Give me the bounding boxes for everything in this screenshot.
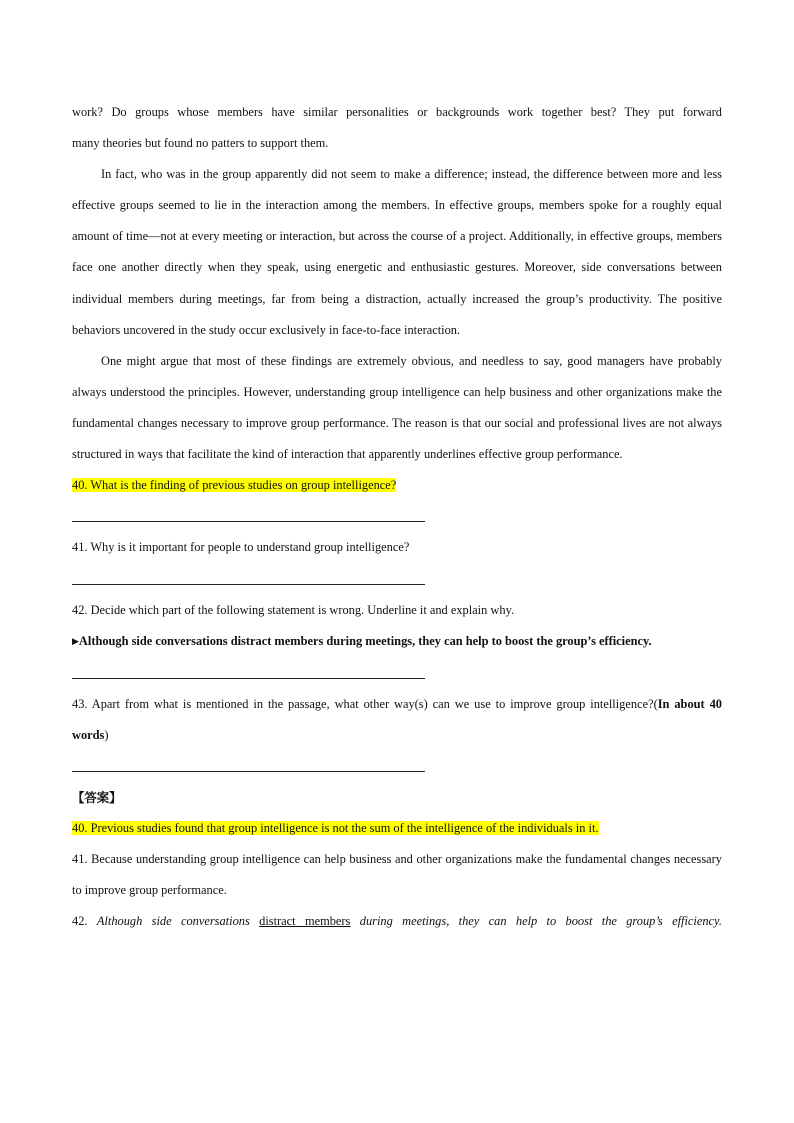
question-43 <box>72 689 722 751</box>
passage-line: many theories but found no patters to support them. <box>72 136 329 151</box>
question-43-close: ) <box>104 727 109 742</box>
answer-42-part2: during meetings, they can help to boost the group’s efficiency. <box>359 914 722 929</box>
passage-line: work? Do groups whose members have similar personalities or backgrounds work together best? They put forward <box>72 105 722 119</box>
question-41: 41. Why is it important for people to understand group intelligence? <box>72 540 410 555</box>
answer-line-42[interactable] <box>72 658 722 689</box>
answer-line-43[interactable] <box>72 751 722 782</box>
answer-42-num: 42. <box>72 914 88 929</box>
answer-40 <box>72 813 722 844</box>
answer-42-underlined: distract members <box>259 914 351 929</box>
answer-line-40[interactable] <box>72 501 722 532</box>
question-40 <box>72 470 722 501</box>
document-page <box>72 97 722 938</box>
question-42-statement <box>72 626 722 658</box>
answer-42 <box>72 906 722 937</box>
passage-paragraph: One might argue that most of these findings are extremely obvious, and needless to say, good managers have probably always understood the principles. However, understanding group intelligence can help business and other organizations make the fundamental changes necessary to improve group performance. The reason is that our social and professional lives are not always structured in ways that facilitate the kind of interaction that apparently underlines effective group performance. <box>72 353 722 462</box>
word-limit: In about 40 words <box>72 696 722 742</box>
answer-40-text: 40. Previous studies found that group intelligence is not the sum of the intelligence of the individuals in it. <box>72 821 599 836</box>
answer-line-41[interactable] <box>72 563 722 594</box>
answer-41: 41. Because understanding group intelligence can help business and other organizations make the fundamental changes necessary to improve group performance. <box>72 852 722 898</box>
triangle-marker-icon: ▶ <box>72 635 79 646</box>
question-42: 42. Decide which part of the following statement is wrong. Underline it and explain why. <box>72 602 515 617</box>
answer-heading: 【答案】 <box>72 790 122 806</box>
statement-text: Although side conversations distract members during meetings, they can help to boost the group’s efficiency. <box>78 633 652 648</box>
answer-42-part1: Although side conversations <box>96 914 250 929</box>
question-40-text: 40. What is the finding of previous studies on group intelligence? <box>72 478 397 493</box>
question-43-text: 43. Apart from what is mentioned in the passage, what other way(s) can we use to improve group intelligence?( <box>72 696 658 711</box>
passage-paragraph: In fact, who was in the group apparently did not seem to make a difference; instead, the difference between more and less effective groups seemed to lie in the interaction among the members. In effective groups, members spoke for a roughly equal amount of time—not at every meeting or interaction, but across the course of a project. Additionally, in effective groups, members face one another directly when they speak, using energetic and enthusiastic gestures. Moreover, side conversations between individual members during meetings, far from being a distraction, actually increased the group’s productivity. The positive behaviors uncovered in the study occur exclusively in face-to-face interaction. <box>72 167 722 337</box>
